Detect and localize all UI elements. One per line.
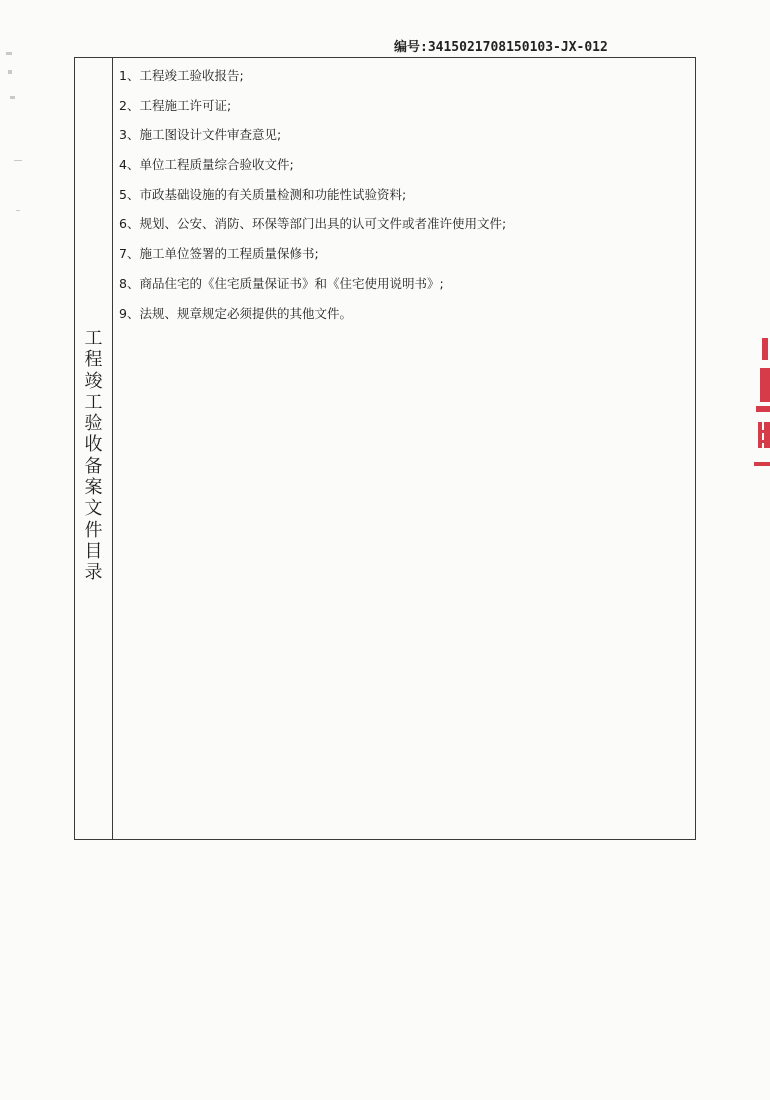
- document-number: 编号:3415021708150103-JX-012: [394, 40, 608, 55]
- side-title-char: 验: [84, 413, 103, 435]
- list-item: 2、工程施工许可证;: [119, 97, 232, 113]
- scan-artifact: [16, 210, 20, 211]
- form-table: [74, 57, 696, 840]
- side-title-char: 备: [84, 455, 103, 477]
- side-title-char: 案: [84, 477, 103, 499]
- list-item: 8、商品住宅的《住宅质量保证书》和《住宅使用说明书》;: [119, 275, 444, 291]
- scan-artifact: [8, 70, 12, 74]
- stamp-fragment: [752, 338, 770, 473]
- list-item: 5、市政基础设施的有关质量检测和功能性试验资料;: [119, 186, 407, 202]
- side-title-char: 收: [84, 434, 103, 456]
- column-divider: [112, 58, 113, 839]
- side-title-char: 目: [84, 540, 103, 562]
- file-list: [119, 66, 685, 333]
- list-item: 4、单位工程质量综合验收文件;: [119, 157, 294, 173]
- list-item: 9、法规、规章规定必须提供的其他文件。: [119, 305, 352, 321]
- side-title-char: 文: [84, 498, 103, 520]
- scan-artifact: [10, 96, 15, 99]
- side-title-char: 工: [84, 328, 103, 349]
- list-item: 7、施工单位签署的工程质量保修书;: [119, 246, 319, 262]
- list-item: 1、工程竣工验收报告;: [119, 68, 244, 83]
- scan-artifact: [6, 52, 12, 55]
- side-title-char: 件: [84, 519, 103, 541]
- side-title-char: 工: [84, 391, 103, 413]
- list-item: 6、规划、公安、消防、环保等部门出具的认可文件或者准许使用文件;: [119, 216, 507, 232]
- side-title-char: 程: [84, 349, 103, 371]
- list-item: 3、施工图设计文件审查意见;: [119, 127, 282, 143]
- scan-artifact: [14, 160, 22, 161]
- side-title-char: 竣: [84, 370, 103, 392]
- side-title: [75, 328, 112, 584]
- side-title-char: 录: [84, 562, 103, 584]
